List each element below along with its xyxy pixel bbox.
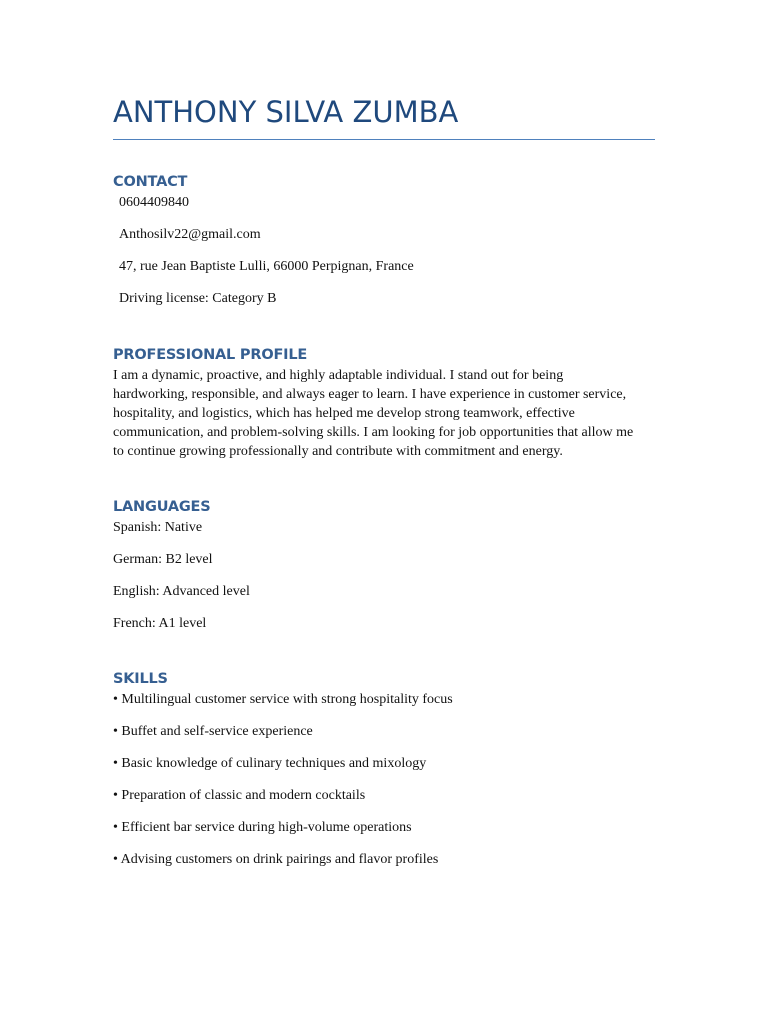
contact-heading: CONTACT xyxy=(113,174,188,190)
profile-section xyxy=(113,344,655,461)
phone-number: 0604409840 xyxy=(119,195,189,210)
contact-section xyxy=(113,171,655,321)
language-item: Spanish: Native xyxy=(113,520,203,535)
languages-heading: LANGUAGES xyxy=(113,499,211,515)
skill-item: • Advising customers on drink pairings and flavor profiles xyxy=(113,852,439,867)
language-item: German: B2 level xyxy=(113,552,213,567)
skill-item: • Preparation of classic and modern cocktails xyxy=(113,788,366,803)
profile-heading: PROFESSIONAL PROFILE xyxy=(113,347,308,363)
postal-address: 47, rue Jean Baptiste Lulli, 66000 Perpignan, France xyxy=(119,259,414,274)
candidate-name: ANTHONY SILVA ZUMBA xyxy=(113,95,459,129)
profile-line: hospitality, and logistics, which has helped me develop strong teamwork, effective xyxy=(113,406,575,421)
profile-paragraph xyxy=(113,366,655,461)
skill-item: • Efficient bar service during high-volume operations xyxy=(113,820,412,835)
languages-section xyxy=(113,496,655,646)
skill-item: • Buffet and self-service experience xyxy=(113,724,313,739)
profile-line: hardworking, responsible, and always eager to learn. I have experience in customer service, xyxy=(113,387,627,402)
skills-heading: SKILLS xyxy=(113,671,168,687)
profile-line: to continue growing professionally and contribute with commitment and energy. xyxy=(113,444,563,459)
language-item: English: Advanced level xyxy=(113,584,250,599)
profile-line: I am a dynamic, proactive, and highly adaptable individual. I stand out for being xyxy=(113,368,564,383)
skill-item: • Basic knowledge of culinary techniques and mixology xyxy=(113,756,427,771)
driving-license: Driving license: Category B xyxy=(119,291,277,306)
title-divider xyxy=(113,139,655,140)
language-item: French: A1 level xyxy=(113,616,207,631)
profile-line: communication, and problem-solving skills. I am looking for job opportunities that allow me xyxy=(113,425,634,440)
skills-section xyxy=(113,668,655,882)
email-address: Anthosilv22@gmail.com xyxy=(119,227,261,242)
skill-item: • Multilingual customer service with strong hospitality focus xyxy=(113,692,453,707)
